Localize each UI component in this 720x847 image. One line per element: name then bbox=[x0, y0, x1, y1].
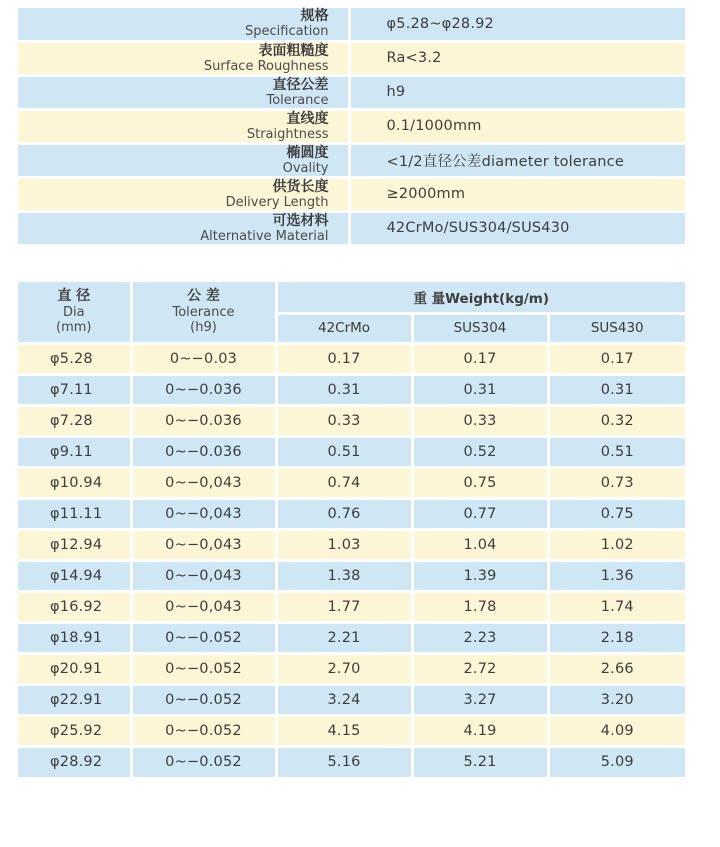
tolerance-cell: 0~−0,043 bbox=[131, 560, 276, 591]
col-header-material: SUS430 bbox=[548, 313, 685, 343]
weight-row bbox=[18, 529, 685, 560]
col-header-weight-group: 重 量Weight(kg/m) bbox=[276, 282, 685, 313]
weight-cell: 0.51 bbox=[548, 436, 685, 467]
weight-header-row bbox=[18, 282, 685, 313]
weight-row bbox=[18, 591, 685, 622]
weight-cell: 3.20 bbox=[548, 684, 685, 715]
tolerance-cell: 0~−0,043 bbox=[131, 591, 276, 622]
weight-cell: 3.24 bbox=[276, 684, 412, 715]
weight-row bbox=[18, 498, 685, 529]
weight-cell: 1.39 bbox=[412, 560, 548, 591]
spec-label-cell bbox=[18, 177, 349, 211]
spec-label-cell bbox=[18, 41, 349, 75]
weight-cell: 0.52 bbox=[412, 436, 548, 467]
weight-row bbox=[18, 622, 685, 653]
weight-row bbox=[18, 374, 685, 405]
dia-cell: φ14.94 bbox=[18, 560, 131, 591]
spec-label-zh: 直线度 bbox=[286, 110, 329, 127]
spec-row bbox=[18, 109, 685, 143]
weight-cell: 0.73 bbox=[548, 467, 685, 498]
tolerance-cell: 0~−0.052 bbox=[131, 653, 276, 684]
spec-label-zh: 规格 bbox=[300, 8, 329, 25]
weight-row bbox=[18, 684, 685, 715]
tolerance-cell: 0~−0,043 bbox=[131, 467, 276, 498]
spec-label-zh: 椭圆度 bbox=[286, 144, 329, 161]
dia-cell: φ28.92 bbox=[18, 746, 131, 777]
tolerance-cell: 0~−0.036 bbox=[131, 374, 276, 405]
weight-cell: 5.09 bbox=[548, 746, 685, 777]
spec-value-cell: ≥2000mm bbox=[349, 177, 685, 211]
weight-cell: 2.72 bbox=[412, 653, 548, 684]
weight-cell: 5.16 bbox=[276, 746, 412, 777]
spec-value-cell: h9 bbox=[349, 75, 685, 109]
weight-cell: 2.21 bbox=[276, 622, 412, 653]
dia-header-unit: (mm) bbox=[56, 320, 92, 336]
weight-cell: 0.17 bbox=[412, 343, 548, 374]
spec-row bbox=[18, 211, 685, 244]
weight-row bbox=[18, 653, 685, 684]
spec-value-cell: 42CrMo/SUS304/SUS430 bbox=[349, 211, 685, 244]
weight-row bbox=[18, 746, 685, 777]
weight-cell: 1.04 bbox=[412, 529, 548, 560]
dia-cell: φ20.91 bbox=[18, 653, 131, 684]
weight-cell: 0.33 bbox=[276, 405, 412, 436]
col-header-dia bbox=[18, 282, 131, 343]
spec-value-cell: 0.1/1000mm bbox=[349, 109, 685, 143]
weight-cell: 1.38 bbox=[276, 560, 412, 591]
dia-cell: φ16.92 bbox=[18, 591, 131, 622]
spec-row bbox=[18, 143, 685, 177]
weight-cell: 0.75 bbox=[412, 467, 548, 498]
tolerance-cell: 0~−0.036 bbox=[131, 436, 276, 467]
spec-label-cell bbox=[18, 143, 349, 177]
weight-cell: 4.15 bbox=[276, 715, 412, 746]
weight-table bbox=[18, 282, 685, 777]
weight-cell: 4.09 bbox=[548, 715, 685, 746]
weight-row bbox=[18, 560, 685, 591]
spec-label-zh: 可选材料 bbox=[272, 212, 329, 229]
spec-label-en: Tolerance bbox=[266, 92, 329, 108]
spec-label-en: Straightness bbox=[246, 126, 329, 142]
tolerance-cell: 0~−0.052 bbox=[131, 622, 276, 653]
spec-value-cell: <1/2直径公差diameter tolerance bbox=[349, 143, 685, 177]
spec-label-cell bbox=[18, 109, 349, 143]
tolerance-cell: 0~−0.052 bbox=[131, 746, 276, 777]
tolerance-cell: 0~−0.03 bbox=[131, 343, 276, 374]
weight-cell: 0.32 bbox=[548, 405, 685, 436]
spec-row bbox=[18, 41, 685, 75]
col-header-tolerance bbox=[131, 282, 276, 343]
weight-cell: 1.77 bbox=[276, 591, 412, 622]
weight-cell: 1.03 bbox=[276, 529, 412, 560]
spec-label-zh: 表面粗糙度 bbox=[258, 42, 329, 59]
dia-cell: φ18.91 bbox=[18, 622, 131, 653]
spec-label-en: Delivery Length bbox=[225, 194, 329, 210]
weight-cell: 0.74 bbox=[276, 467, 412, 498]
tolerance-header-zh: 公 差 bbox=[187, 288, 220, 305]
weight-cell: 0.17 bbox=[548, 343, 685, 374]
weight-cell: 0.76 bbox=[276, 498, 412, 529]
spec-label-cell bbox=[18, 211, 349, 244]
weight-cell: 0.33 bbox=[412, 405, 548, 436]
weight-cell: 2.70 bbox=[276, 653, 412, 684]
weight-cell: 0.77 bbox=[412, 498, 548, 529]
spec-table bbox=[18, 8, 685, 244]
dia-header-zh: 直 径 bbox=[57, 288, 91, 305]
weight-row bbox=[18, 467, 685, 498]
dia-cell: φ9.11 bbox=[18, 436, 131, 467]
weight-cell: 2.23 bbox=[412, 622, 548, 653]
spec-row bbox=[18, 8, 685, 41]
dia-cell: φ5.28 bbox=[18, 343, 131, 374]
tolerance-cell: 0~−0,043 bbox=[131, 498, 276, 529]
spec-label-zh: 供货长度 bbox=[272, 178, 329, 195]
spec-label-en: Surface Roughness bbox=[203, 58, 329, 74]
weight-cell: 2.18 bbox=[548, 622, 685, 653]
weight-row bbox=[18, 436, 685, 467]
tolerance-cell: 0~−0.052 bbox=[131, 684, 276, 715]
weight-row bbox=[18, 405, 685, 436]
weight-cell: 0.31 bbox=[548, 374, 685, 405]
tolerance-header-en: Tolerance bbox=[172, 305, 235, 321]
weight-cell: 1.02 bbox=[548, 529, 685, 560]
weight-cell: 1.78 bbox=[412, 591, 548, 622]
spec-label-en: Ovality bbox=[282, 160, 329, 176]
dia-cell: φ22.91 bbox=[18, 684, 131, 715]
spec-label-cell bbox=[18, 8, 349, 41]
weight-cell: 1.36 bbox=[548, 560, 685, 591]
dia-cell: φ25.92 bbox=[18, 715, 131, 746]
spec-value-cell: Ra<3.2 bbox=[349, 41, 685, 75]
weight-row bbox=[18, 343, 685, 374]
col-header-material: SUS304 bbox=[412, 313, 548, 343]
tolerance-cell: 0~−0.036 bbox=[131, 405, 276, 436]
weight-cell: 0.51 bbox=[276, 436, 412, 467]
weight-cell: 2.66 bbox=[548, 653, 685, 684]
dia-cell: φ10.94 bbox=[18, 467, 131, 498]
tolerance-cell: 0~−0.052 bbox=[131, 715, 276, 746]
tolerance-header-unit: (h9) bbox=[190, 320, 217, 336]
spec-label-en: Specification bbox=[245, 24, 329, 40]
weight-row bbox=[18, 715, 685, 746]
col-header-material: 42CrMo bbox=[276, 313, 412, 343]
spec-value-cell: φ5.28~φ28.92 bbox=[349, 8, 685, 41]
spec-row bbox=[18, 177, 685, 211]
spec-sheet bbox=[18, 8, 685, 777]
dia-cell: φ7.28 bbox=[18, 405, 131, 436]
weight-cell: 0.17 bbox=[276, 343, 412, 374]
weight-cell: 0.31 bbox=[276, 374, 412, 405]
tolerance-cell: 0~−0,043 bbox=[131, 529, 276, 560]
dia-cell: φ12.94 bbox=[18, 529, 131, 560]
weight-cell: 5.21 bbox=[412, 746, 548, 777]
weight-cell: 4.19 bbox=[412, 715, 548, 746]
dia-header-en: Dia bbox=[62, 305, 85, 321]
weight-cell: 1.74 bbox=[548, 591, 685, 622]
dia-cell: φ11.11 bbox=[18, 498, 131, 529]
spec-row bbox=[18, 75, 685, 109]
weight-cell: 0.31 bbox=[412, 374, 548, 405]
weight-cell: 0.75 bbox=[548, 498, 685, 529]
spec-label-cell bbox=[18, 75, 349, 109]
spec-label-en: Alternative Material bbox=[200, 228, 329, 244]
weight-cell: 3.27 bbox=[412, 684, 548, 715]
spec-label-zh: 直径公差 bbox=[272, 76, 329, 93]
dia-cell: φ7.11 bbox=[18, 374, 131, 405]
